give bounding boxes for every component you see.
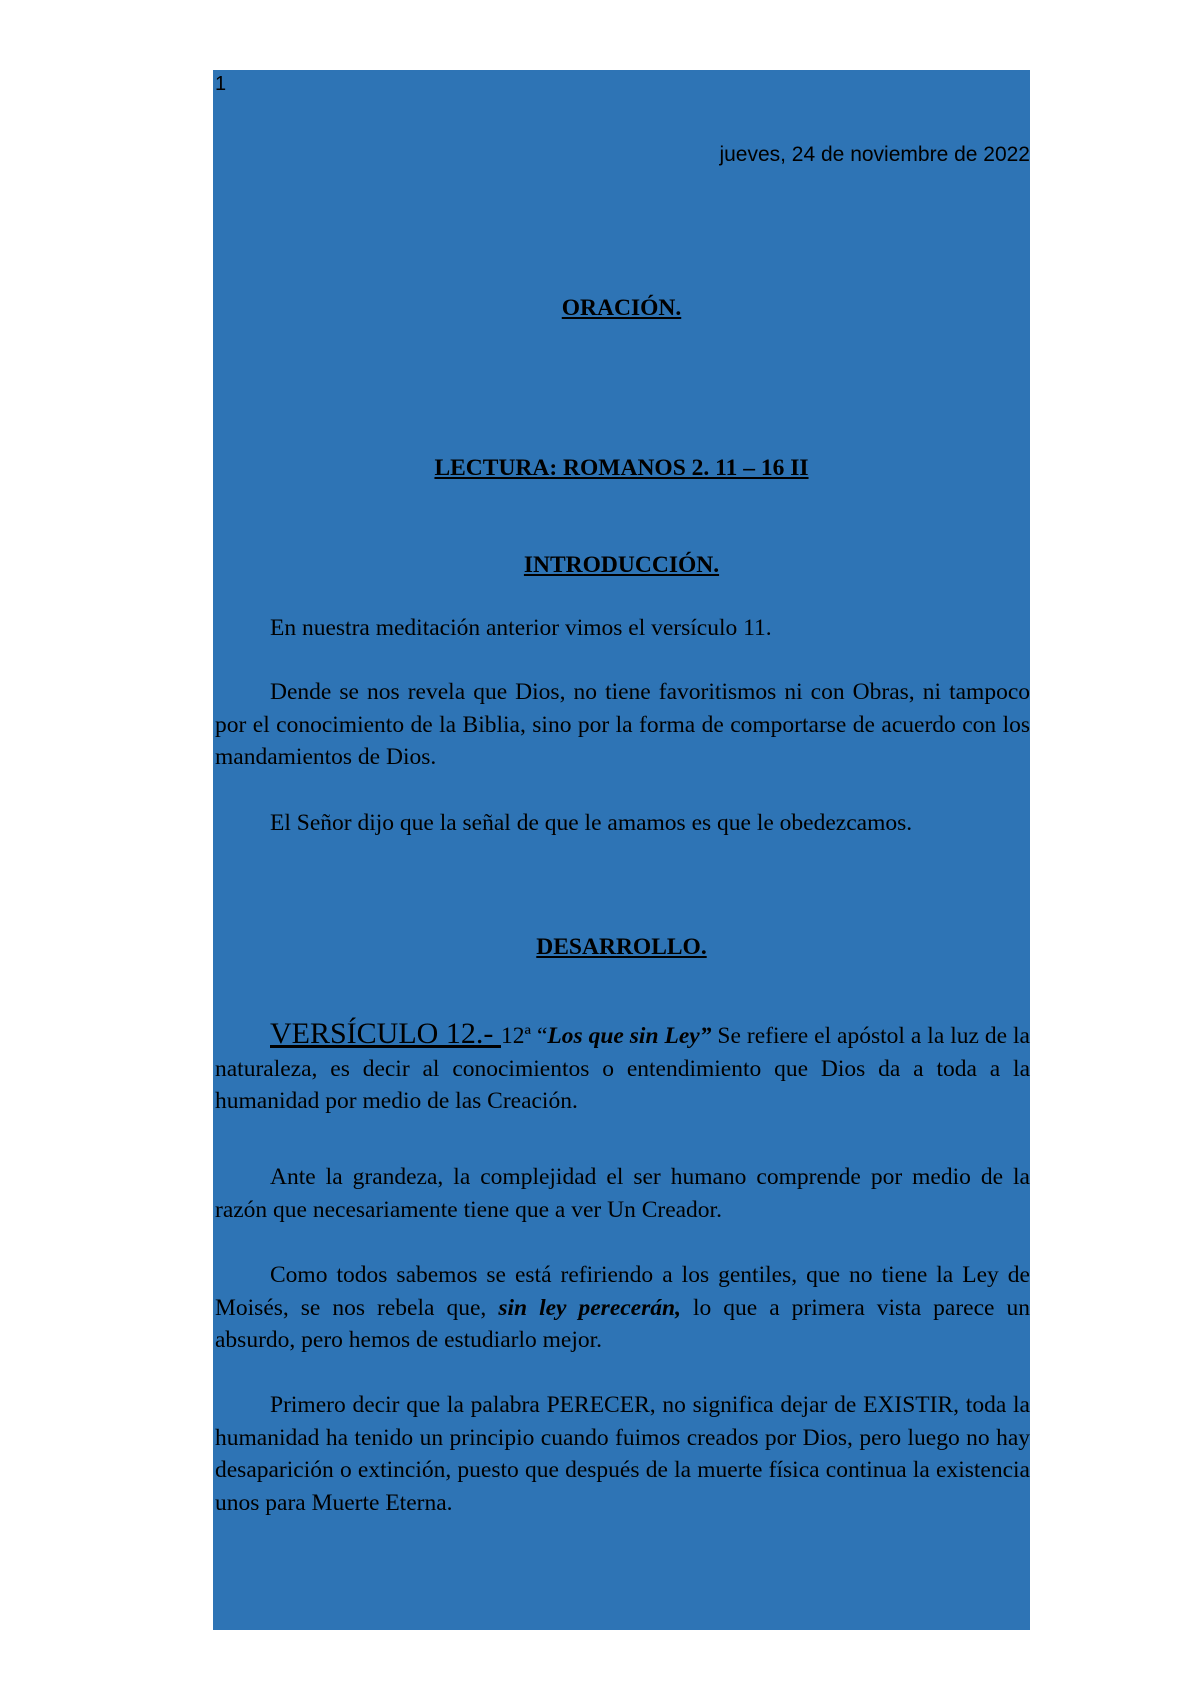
desarrollo-paragraph-3 — [215, 1259, 1030, 1357]
verse-12-paragraph — [215, 1018, 1030, 1118]
heading-desarrollo-text: DESARROLLO. — [536, 934, 707, 960]
heading-desarrollo — [213, 932, 1030, 962]
desarrollo-paragraph-3-emphasis: sin ley perecerán, — [498, 1294, 681, 1321]
intro-paragraph-1: En nuestra meditación anterior vimos el versículo 11. — [270, 615, 772, 641]
verse-reference: 12ª “ — [501, 1023, 548, 1049]
heading-introduccion-text: INTRODUCCIÓN. — [523, 552, 720, 578]
intro-paragraph-3: El Señor dijo que la señal de que le amamos es que le obedezcamos. — [270, 810, 913, 836]
heading-introduccion — [213, 550, 1030, 580]
intro-paragraph-2: Dende se nos revela que Dios, no tiene favoritismos ni con Obras, ni tampoco por el conocimiento de la Biblia, sino por la forma de comportarse de acuerdo con los mandamientos de Dios. — [215, 679, 1030, 771]
page-number: 1 — [215, 73, 227, 95]
verse-quote: Los que sin Ley” — [547, 1023, 712, 1049]
desarrollo-paragraph-3-end: lo que a primera vista parece un absurdo, pero hemos de estudiarlo mejor. — [215, 1294, 1030, 1354]
heading-oracion-text: ORACIÓN. — [561, 295, 682, 321]
heading-lectura-text: LECTURA: ROMANOS 2. 11 – 16 II — [434, 455, 809, 481]
desarrollo-paragraph-2: Ante la grandeza, la complejidad el ser humano comprende por medio de la razón que necesariamente tiene que a ver Un Creador. — [215, 1164, 1030, 1223]
document-date: jueves, 24 de noviembre de 2022 — [719, 143, 1030, 166]
heading-lectura — [213, 453, 1030, 483]
desarrollo-paragraph-4: Primero decir que la palabra PERECER, no significa dejar de EXISTIR, toda la humanidad ha tenido un principio cuando fuimos creados por Dios, pero luego no hay desaparición o extinción, puesto que después de la muerte física continua la existencia unos para Muerte Eterna. — [215, 1392, 1030, 1516]
heading-oracion — [213, 293, 1030, 323]
desarrollo-paragraph-3-start: Como todos sabemos se está refiriendo a los gentiles, que no tiene la Ley de Moisés, se nos rebela que, — [215, 1262, 1030, 1321]
verse-title: VERSÍCULO 12.- — [270, 1017, 501, 1050]
verse-12-text: Se refiere el apóstol a la luz de la naturaleza, es decir al conocimientos o entendimiento que Dios da a toda a la humanidad por medio de las Creación. — [215, 1023, 1030, 1115]
